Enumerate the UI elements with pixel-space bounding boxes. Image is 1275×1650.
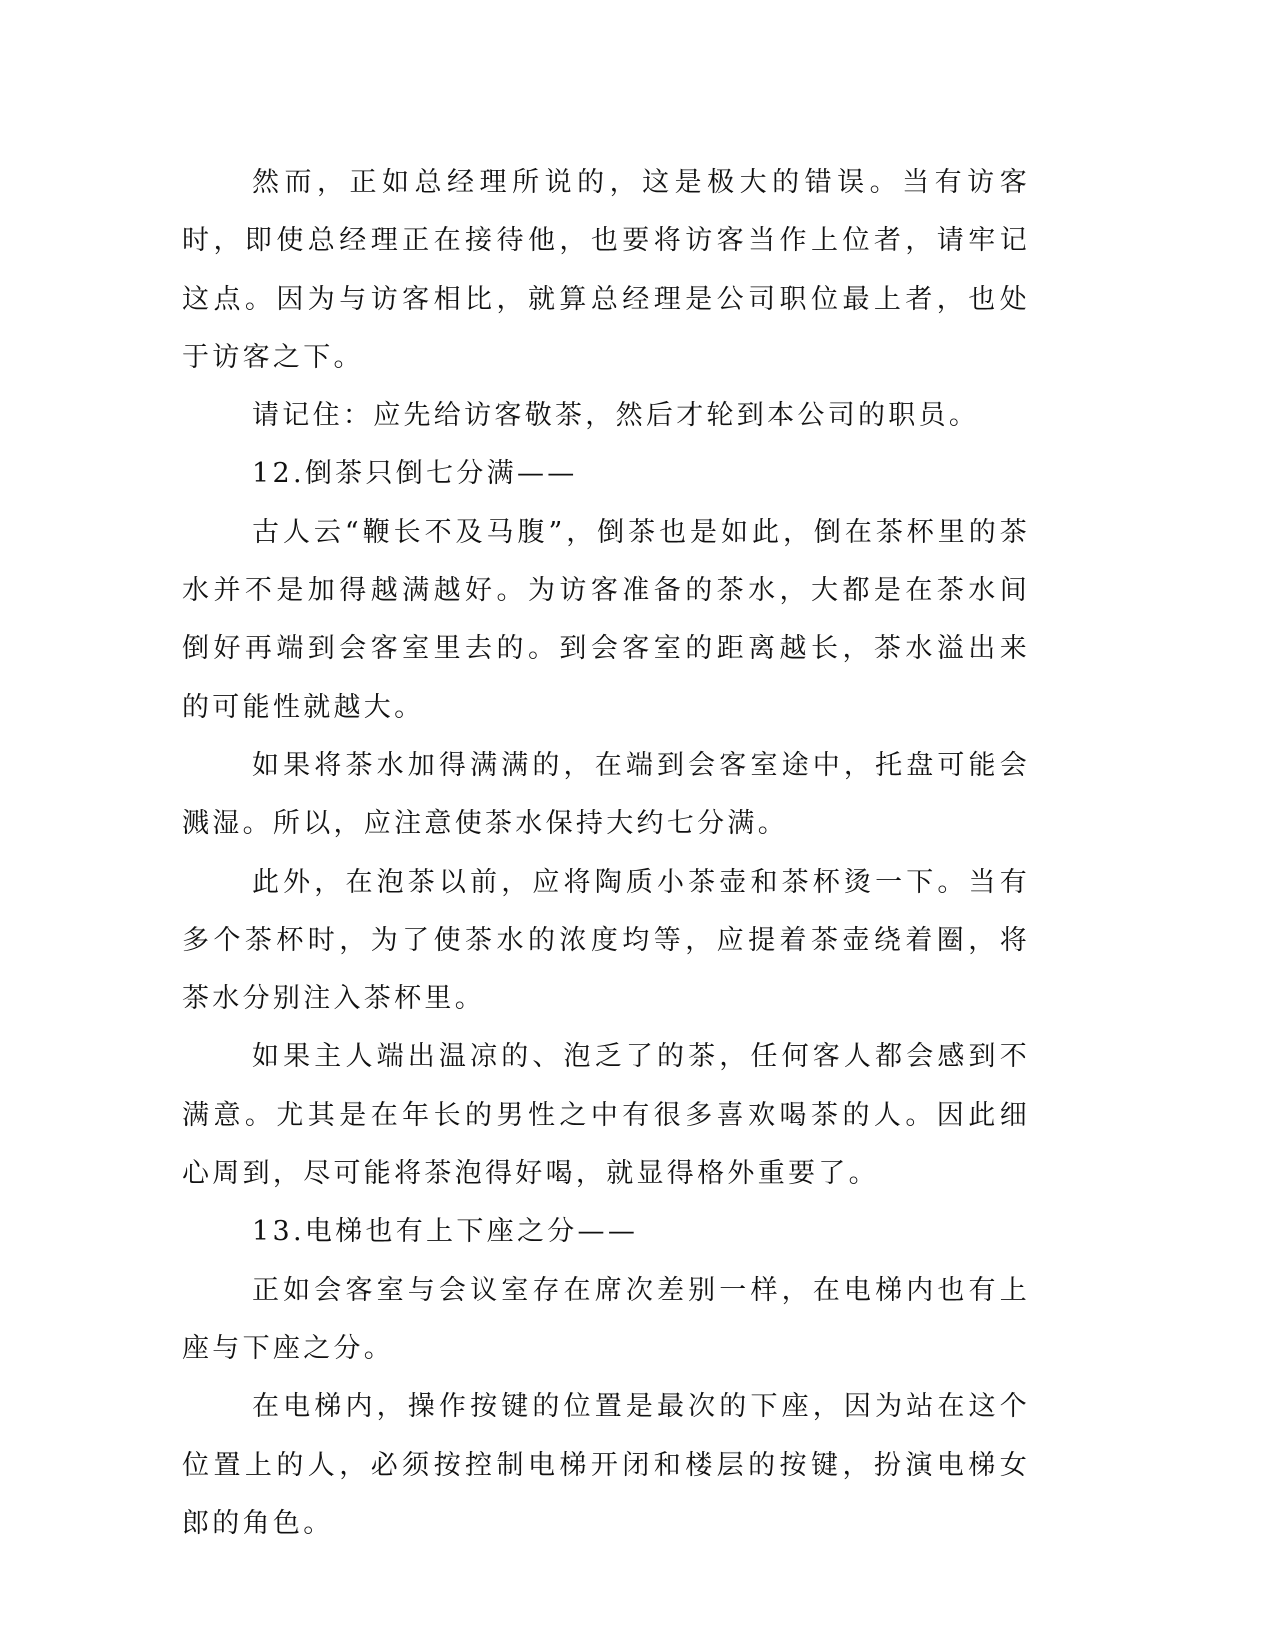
paragraph-2: 请记住：应先给访客敬茶，然后才轮到本公司的职员。	[252, 400, 980, 432]
paragraph-7: 正如会客室与会议室存在席次差别一样，在电梯内也有上座与下座之分。	[182, 1274, 1030, 1364]
paragraph-5: 此外，在泡茶以前，应将陶质小茶壶和茶杯烫一下。当有多个茶杯时，为了使茶水的浓度均等，应提着茶壶绕着圈，将茶水分别注入茶杯里。	[182, 866, 1030, 1015]
paragraph-6: 如果主人端出温凉的、泡乏了的茶，任何客人都会感到不满意。尤其是在年长的男性之中有很多喜欢喝茶的人。因此细心周到，尽可能将茶泡得好喝，就显得格外重要了。	[182, 1041, 1030, 1190]
paragraph-1: 然而，正如总经理所说的，这是极大的错误。当有访客时，即使总经理正在接待他，也要将访客当作上位者，请牢记这点。因为与访客相比，就算总经理是公司职位最上者，也处于访客之下。	[182, 167, 1030, 373]
section-heading-13: 13.电梯也有上下座之分——	[252, 1216, 639, 1248]
section-heading-12: 12.倒茶只倒七分满——	[252, 458, 578, 490]
paragraph-8: 在电梯内，操作按键的位置是最次的下座，因为站在这个位置上的人，必须按控制电梯开闭和楼层的按键，扮演电梯女郎的角色。	[182, 1391, 1030, 1539]
document-page	[182, 154, 1030, 1553]
paragraph-3: 古人云“鞭长不及马腹”，倒茶也是如此，倒在茶杯里的茶水并不是加得越满越好。为访客准备的茶水，大都是在茶水间倒好再端到会客室里去的。到会客室的距离越长，茶水溢出来的可能性就越大。	[182, 516, 1030, 723]
paragraph-4: 如果将茶水加得满满的，在端到会客室途中，托盘可能会溅湿。所以，应注意使茶水保持大约七分满。	[182, 749, 1030, 840]
